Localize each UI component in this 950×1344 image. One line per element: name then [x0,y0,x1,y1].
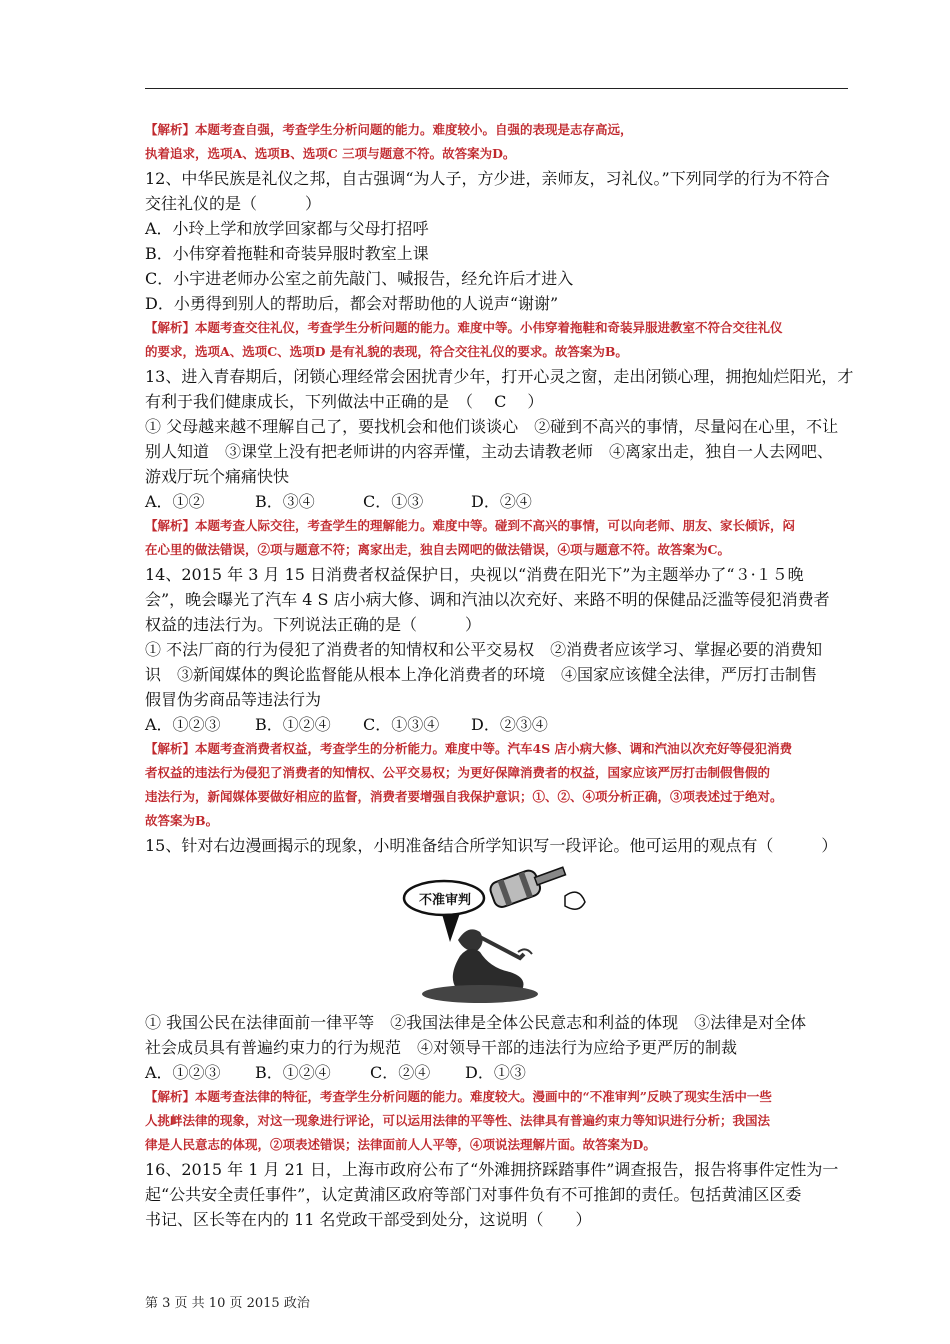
option-a: A．①② [145,492,205,511]
question-14-stem: 14、2015 年 3 月 15 日消费者权益保护日，央视以“消费在阳光下”为主题举办了“３·１５晚 [145,565,804,584]
question-12-stem: 交往礼仪的是（ ） [145,194,322,213]
cartoon-image [400,866,590,1006]
question-12-option-c: C．小宇进老师办公室之前先敲门、喊报告，经允许后才进入 [145,269,574,288]
question-12-option-d: D．小勇得到别人的帮助后，都会对帮助他的人说声“谢谢” [145,294,559,313]
analysis-line: 律是人民意志的体现，②项表述错误；法律面前人人平等，④项说法理解片面。故答案为D。 [145,1137,656,1152]
question-14-statement: 假冒伪劣商品等违法行为 [145,690,322,709]
cartoon-drawing [400,866,590,1006]
analysis-line: 的要求，选项A、选项C、选项D 是有礼貌的表现，符合交往礼仪的要求。故答案为B。 [145,344,628,359]
question-16-stem: 16、2015 年 1 月 21 日，上海市政府公布了“外滩拥挤踩踏事件”调查报告，报告将事件定性为一 [145,1160,839,1179]
analysis-line: 违法行为，新闻媒体要做好相应的监督，消费者要增强自我保护意识；①、②、④项分析正确，③项表述过于绝对。 [145,789,783,804]
option-c: C．①③④ [363,715,440,734]
analysis-line: 在心里的做法错误，②项与题意不符；离家出走，独自去网吧的做法错误，④项与题意不符。故答案为C。 [145,542,730,557]
option-d: D．②④ [471,492,532,511]
question-14-options [145,712,855,737]
question-14-stem: 权益的违法行为。下列说法正确的是（ ） [145,615,482,634]
question-13-statement: 别人知道 ③课堂上没有把老师讲的内容弄懂，主动去请教老师 ④离家出走，独自一人去网吧、 [145,442,834,461]
question-15-stem: 15、针对右边漫画揭示的现象，小明准备结合所学知识写一段评论。他可运用的观点有（ ） [145,836,838,855]
option-c: C．①③ [363,492,424,511]
question-13-statement: 游戏厅玩个痛痛快快 [145,467,290,486]
option-b: B．①②④ [255,1063,331,1082]
option-a: A．①②③ [145,1063,221,1082]
analysis-line: 【解析】本题考查自强，考查学生分析问题的能力。难度较小。自强的表现是志存高远， [145,122,633,137]
question-14-statement: 识 ③新闻媒体的舆论监督能从根本上净化消费者的环境 ④国家应该健全法律，严厉打击制售 [145,665,818,684]
question-15-options [145,1060,855,1085]
question-14-statement: ① 不法厂商的行为侵犯了消费者的知情权和公平交易权 ②消费者应该学习、掌握必要的消费知 [145,640,823,659]
analysis-line: 【解析】本题考查交往礼仪，考查学生分析问题的能力。难度中等。小伟穿着拖鞋和奇装异服进教室不符合交往礼仪 [145,320,783,335]
analysis-line: 故答案为B。 [145,813,219,828]
question-13-stem: 有利于我们健康成长，下列做法中正确的是 （ C ） [145,392,544,411]
question-13-options [145,489,855,514]
question-14-stem: 会”，晚会曝光了汽车 4 S 店小病大修、调和汽油以次充好、来路不明的保健品泛滥等侵犯消费者 [145,590,830,609]
question-12-stem: 12、中华民族是礼仪之邦，自古强调“为人子，方少进，亲师友，习礼仪。”下列同学的行为不符合 [145,169,830,188]
question-16-stem: 书记、区长等在内的 11 名党政干部受到处分，这说明（ ） [145,1210,592,1229]
question-15-statement: ① 我国公民在法律面前一律平等 ②我国法律是全体公民意志和利益的体现 ③法律是对全体 [145,1013,807,1032]
question-12-option-a: A．小玲上学和放学回家都与父母打招呼 [145,219,429,238]
header-rule [145,88,848,89]
question-13-statement: ① 父母越来越不理解自己了，要找机会和他们谈谈心 ②碰到不高兴的事情，尽量闷在心里，不让 [145,417,839,436]
question-13-stem: 13、进入青春期后，闭锁心理经常会困扰青少年，打开心灵之窗，走出闭锁心理，拥抱灿烂阳光，才 [145,367,854,386]
question-12-option-b: B．小伟穿着拖鞋和奇装异服时教室上课 [145,244,429,263]
option-d: D．②③④ [471,715,548,734]
option-d: D．①③ [465,1063,526,1082]
document-body [145,118,855,1232]
analysis-line: 【解析】本题考查法律的特征，考查学生分析问题的能力。难度较大。漫画中的“不准审判”反映了现实生活中一些 [145,1089,772,1104]
cartoon-speech-label: 不准审判 [418,893,471,908]
analysis-line: 人挑衅法律的现象，对这一现象进行评论，可以运用法律的平等性、法律具有普遍约束力等知识进行分析；我国法 [145,1113,771,1128]
analysis-line: 执着追求，选项A、选项B、选项C 三项与题意不符。故答案为D。 [145,146,516,161]
analysis-line: 【解析】本题考查人际交往，考查学生的理解能力。难度中等。碰到不高兴的事情，可以向老师、朋友、家长倾诉，闷 [145,518,796,533]
page-footer: 第 3 页 共 10 页 2015 政治 [145,1296,310,1311]
option-c: C．②④ [370,1063,431,1082]
option-b: B．①②④ [255,715,331,734]
option-b: B．③④ [255,492,315,511]
option-a: A．①②③ [145,715,221,734]
question-16-stem: 起“公共安全责任事件”，认定黄浦区政府等部门对事件负有不可推卸的责任。包括黄浦区区委 [145,1185,802,1204]
question-15-statement: 社会成员具有普遍约束力的行为规范 ④对领导干部的违法行为应给予更严厉的制裁 [145,1038,738,1057]
analysis-line: 【解析】本题考查消费者权益，考查学生的分析能力。难度中等。汽车4S 店小病大修、调和汽油以次充好等侵犯消费 [145,741,793,756]
analysis-line: 者权益的违法行为侵犯了消费者的知情权、公平交易权；为更好保障消费者的权益，国家应该严厉打击制假售假的 [145,765,771,780]
